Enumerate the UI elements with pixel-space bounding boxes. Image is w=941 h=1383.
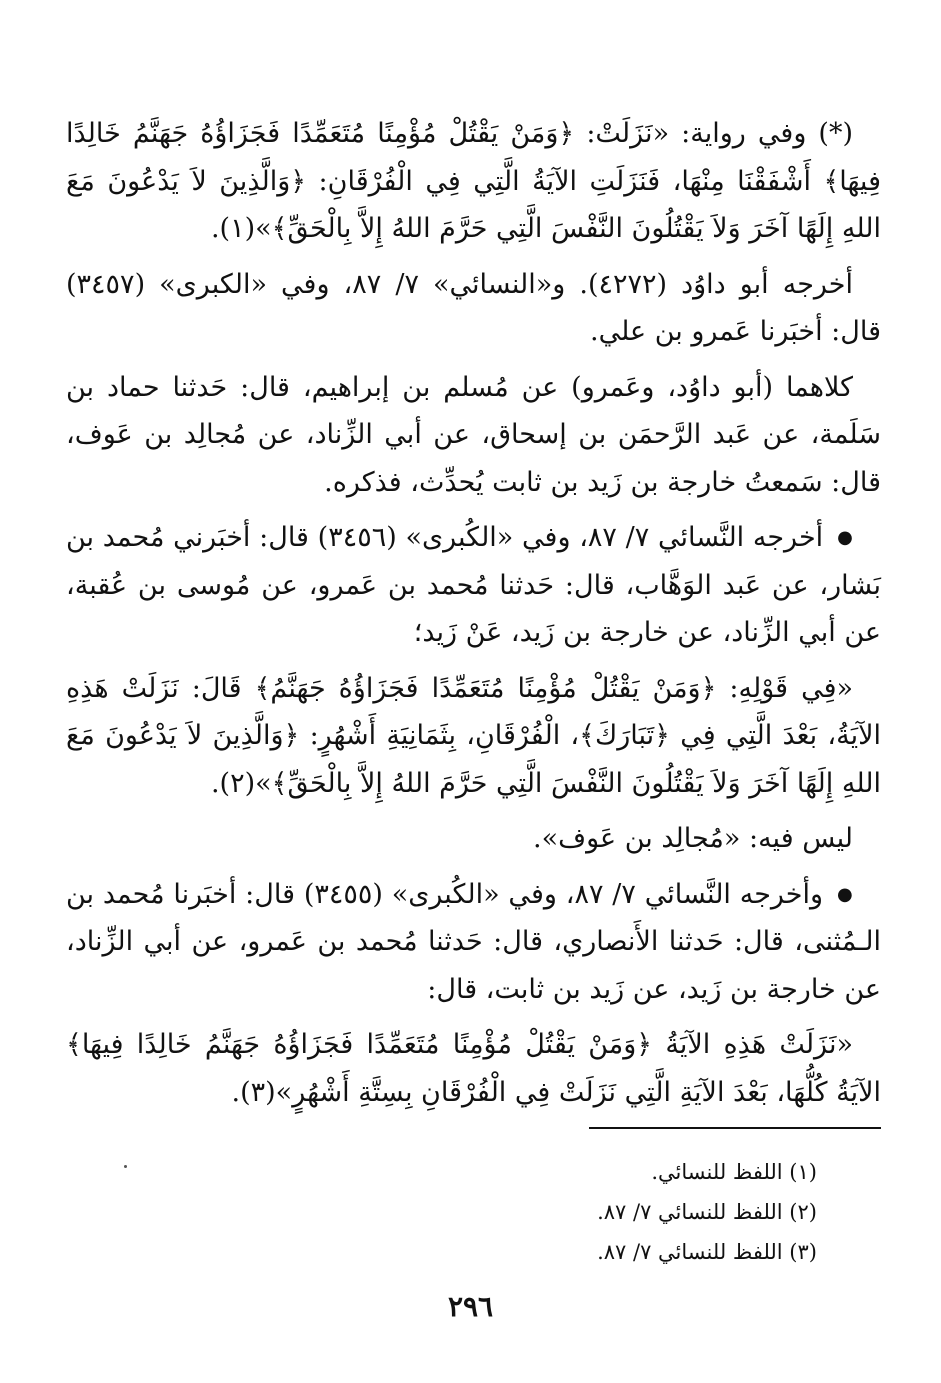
page-number: ٢٩٦ [447,1290,494,1323]
paragraph-matn-2: «نَزَلَتْ هَذِهِ الآيَةُ ﴿وَمَنْ يَقْتُلْ مُؤْمِنًا مُتَعَمِّدًا فَجَزَاؤُهُ جَهَنَّمُ خَالِدًا فِيهَا﴾ الآيَةُ كُلُّهَا، بَعْدَ الآيَةِ الَّتِي نَزَلَتْ فِي الْفُرْقَانِ بِسِتَّةِ أَشْهُرٍ»(٣). [66,1029,881,1108]
paragraph-nasai-3456: ●أخرجه النَّسائي ٧/ ٨٧، وفي «الكُبرى» (٣٤٥٦) قال: أخبَرني مُحمد بن بَشار، عن عَبد الوَهَّاب، قال: حَدثنا مُحمد بن عَمرو، عن مُوسى بن عُقبة، عن أبي الزِّناد، عن خارجة بن زَيد، عَنْ زَيد؛ [66,522,881,648]
footnote-3: (٣) اللفظ للنسائي ٧/ ٨٧. [597,1240,817,1264]
bullet-icon: ● [837,527,853,548]
paragraph-abu-dawud: أخرجه أبو داوُد (٤٢٧٢). و«النسائي» ٧/ ٨٧، وفي «الكبرى» (٣٤٥٧) قال: أخبَرنا عَمرو بن علي. [66,268,881,347]
footnote-divider [589,1127,881,1129]
paragraph-nasai-3455: ●وأخرجه النَّسائي ٧/ ٨٧، وفي «الكُبرى» (٣٤٥٥) قال: أخبَرنا مُحمد بن الـمُثنى، قال: حَدثنا الأَنصاري، قال: حَدثنا مُحمد بن عَمرو، عن أبي الزِّناد، عن خارجة بن زَيد، عن زَيد بن ثابت، قال: [66,878,881,1005]
paragraph-isnad: كلاهما (أبو داوُد، وعَمرو) عن مُسلم بن إبراهيم، قال: حَدثنا حماد بن سَلَمة، عن عَبد الرَّحمَن بن إسحاق، عن أبي الزِّناد، عن مُجالِد بن عَوف، قال: سَمعتُ خارجة بن زَيد بن ثابت يُحدِّث، فذكره. [66,371,881,498]
paragraph-riwaya: (*) وفي رواية: «نَزَلَتْ: ﴿وَمَنْ يَقْتُلْ مُؤْمِنًا مُتَعَمِّدًا فَجَزَاؤُهُ جَهَنَّمُ خَالِدًا فِيهَا﴾ أَشْفَقْنَا مِنْهَا، فَنَزَلَتِ الآيَةُ الَّتِي فِي الْفُرْقَانِ: ﴿وَالَّذِينَ لاَ يَدْعُونَ مَعَ اللهِ إِلَهًا آخَرَ وَلاَ يَقْتُلُونَ النَّفْسَ الَّتِي حَرَّمَ اللهُ إِلاَّ بِالْحَقِّ﴾»(١). [66,118,881,244]
paragraph-matn-1: «فِي قَوْلِهِ: ﴿وَمَنْ يَقْتُلْ مُؤْمِنًا مُتَعَمِّدًا فَجَزَاؤُهُ جَهَنَّمُ﴾ قَالَ: نَزَلَتْ هَذِهِ الآيَةُ، بَعْدَ الَّتِي فِي ﴿تَبَارَكَ﴾، الْفُرْقَانِ، بِثَمَانِيَةِ أَشْهُرٍ: ﴿وَالَّذِينَ لاَ يَدْعُونَ مَعَ اللهِ إِلَهًا آخَرَ وَلاَ يَقْتُلُونَ النَّفْسَ الَّتِي حَرَّمَ اللهُ إِلاَّ بِالْحَقِّ﴾»(٢). [66,672,881,799]
footnote-1: (١) اللفظ للنسائي. [651,1160,817,1184]
footnotes [66,1152,817,1272]
footnote-2: (٢) اللفظ للنسائي ٧/ ٨٧. [597,1200,817,1224]
bullet-icon: ● [837,883,853,905]
main-text [66,110,881,1124]
paragraph-note: ليس فيه: «مُجالِد بن عَوف». [532,823,853,854]
